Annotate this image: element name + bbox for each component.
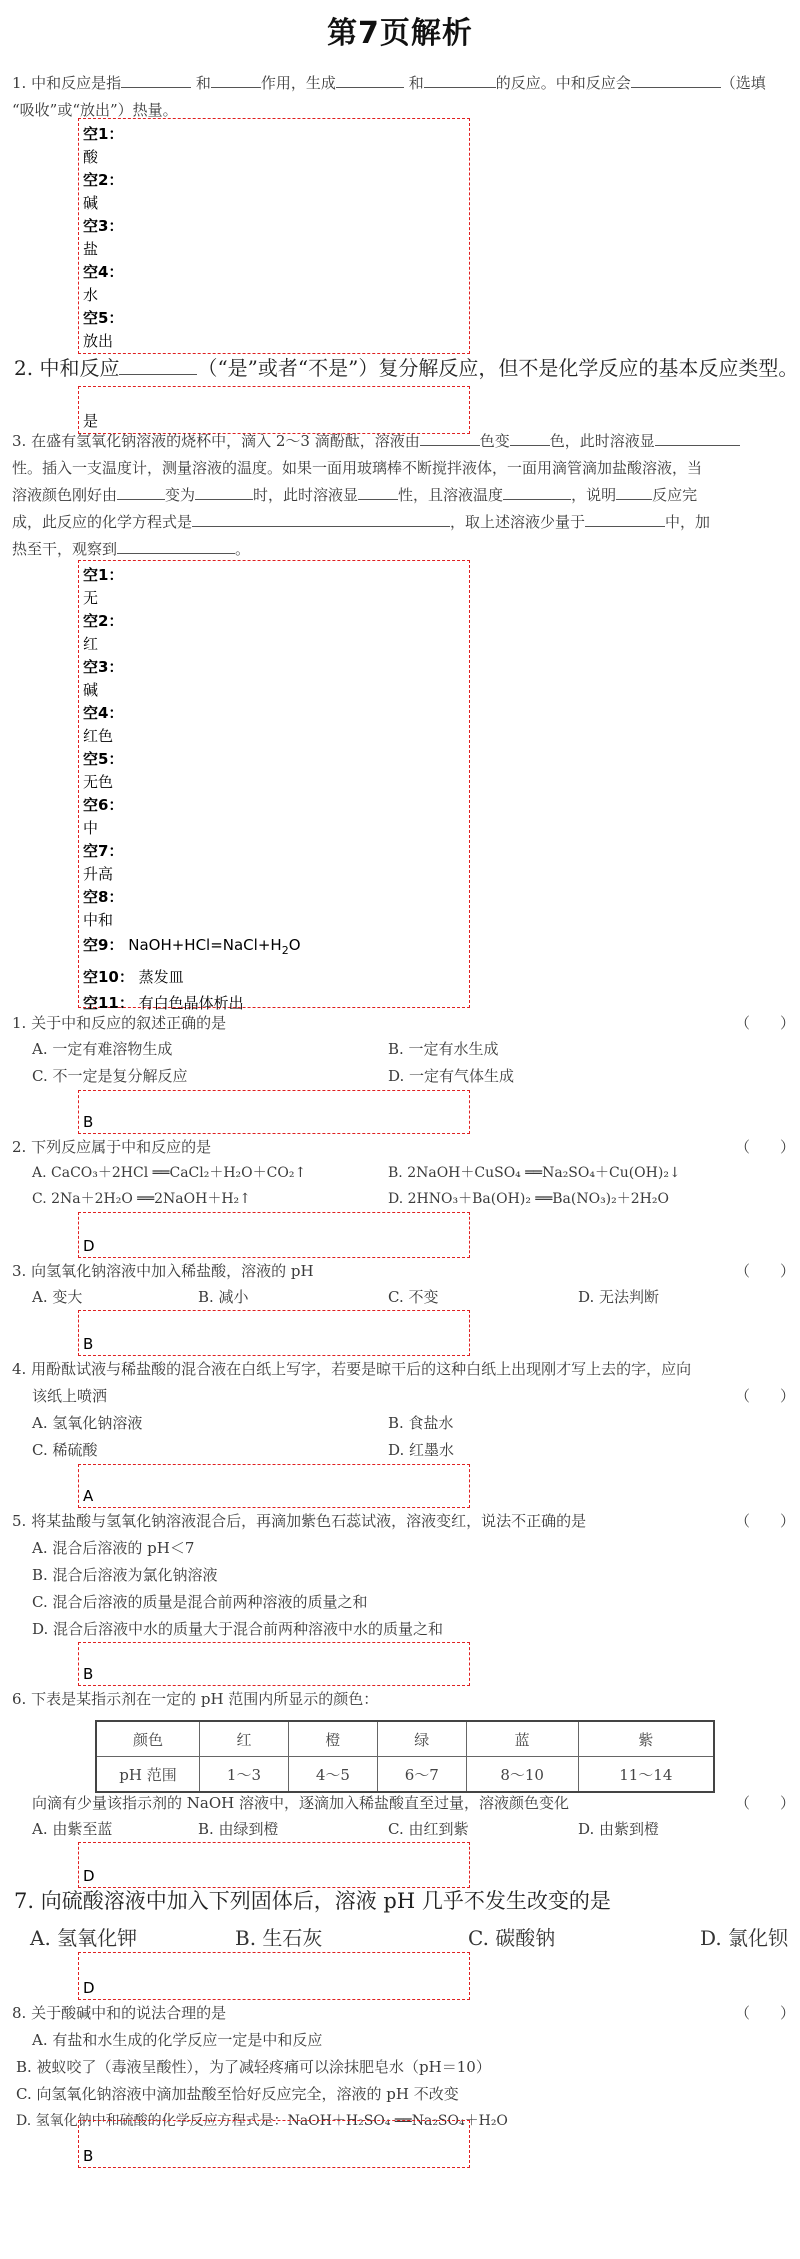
mc8-paren: （ ） (735, 2004, 796, 2022)
answer-box-q3 (78, 560, 470, 1012)
mc1-option-d: D. 一定有气体生成 (388, 1067, 515, 1085)
answer-7: 空7： 升高 (83, 842, 124, 883)
table-cell: 6～7 (377, 1757, 466, 1793)
mc3-option-d: D. 无法判断 (578, 1288, 660, 1306)
page-title: 第7页解析 (327, 16, 473, 51)
mc6-stem-2: 向滴有少量该指示剂的 NaOH 溶液中，逐滴加入稀盐酸直至过量，溶液颜色变化 (32, 1794, 569, 1812)
mc8-option-c: C. 向氢氧化钠溶液中滴加盐酸至恰好反应完全，溶液的 pH 不改变 (16, 2085, 459, 2103)
table-row (96, 1757, 714, 1793)
mc5-option-c: C. 混合后溶液的质量是混合前两种溶液的质量之和 (32, 1593, 368, 1611)
mc2-stem: 2. 下列反应属于中和反应的是 (12, 1138, 212, 1156)
mc1-paren: （ ） (735, 1014, 796, 1032)
table-cell: 8～10 (466, 1757, 578, 1793)
table-cell: 紫 (578, 1721, 714, 1757)
mc3-paren: （ ） (735, 1262, 796, 1280)
mc4-option-b: B. 食盐水 (388, 1414, 454, 1432)
table-cell: 红 (200, 1721, 289, 1757)
mc5-option-d: D. 混合后溶液中水的质量大于混合前两种溶液中水的质量之和 (32, 1620, 444, 1638)
answer-4: 空4： 红色 (83, 704, 124, 745)
mc4-stem: 4. 用酚酞试液与稀盐酸的混合液在白纸上写字，若要是晾干后的这种白纸上出现刚才写上去的字，应向 该纸上喷洒 (12, 1360, 692, 1405)
answer-11: 空11： 有白色晶体析出 (83, 994, 244, 1012)
mc1-option-c: C. 不一定是复分解反应 (32, 1067, 188, 1085)
mc5-option-a: A. 混合后溶液的 pH＜7 (32, 1539, 195, 1557)
mc3-option-b: B. 减小 (198, 1288, 249, 1306)
answer-2: 空2： 碱 (83, 171, 124, 212)
mc7-option-b: B. 生石灰 (235, 1926, 323, 1950)
ph-color-table (95, 1720, 715, 1793)
mc1-stem: 1. 关于中和反应的叙述正确的是 (12, 1014, 227, 1032)
mc1-option-b: B. 一定有水生成 (388, 1040, 499, 1058)
mc5-paren: （ ） (735, 1512, 796, 1530)
answer-box-mc2: D (78, 1212, 470, 1258)
mc6-option-a: A. 由紫至蓝 (32, 1820, 113, 1838)
mc7-stem: 7. 向硫酸溶液中加入下列固体后，溶液 pH 几乎不发生改变的是 (14, 1889, 611, 1913)
mc6-stem: 6. 下表是某指示剂在一定的 pH 范围内所显示的颜色： (12, 1690, 379, 1708)
table-cell: 蓝 (466, 1721, 578, 1757)
mc8-option-a: A. 有盐和水生成的化学反应一定是中和反应 (32, 2031, 323, 2049)
answer-box-mc6: D (78, 1842, 470, 1888)
question-1-stem: 1. 中和反应是指 和 作用，生成 和 的反应。中和反应会 （选填 “吸收”或“放出”）热量。 (12, 74, 766, 119)
answer-8: 空8： 中和 (83, 888, 124, 929)
answer-4: 空4： 水 (83, 263, 124, 304)
mc8-option-b: B. 被蚁咬了（毒液呈酸性），为了减轻疼痛可以涂抹肥皂水（pH＝10） (16, 2058, 491, 2076)
answer-1: 空1： 无 (83, 566, 124, 607)
mc2-option-d: D. 2HNO₃＋Ba(OH)₂ ══Ba(NO₃)₂＋2H₂O (388, 1191, 669, 1207)
answer-box-q1 (78, 118, 470, 354)
mc6-paren: （ ） (735, 1794, 796, 1812)
mc7-option-d: D. 氯化钡 (700, 1926, 789, 1950)
question-2-stem: 2. 中和反应 （“是”或者“不是”）复分解反应，但不是化学反应的基本反应类型。 (14, 356, 799, 380)
mc6-option-c: C. 由红到紫 (388, 1820, 469, 1838)
mc2-option-b: B. 2NaOH＋CuSO₄ ══Na₂SO₄＋Cu(OH)₂↓ (388, 1165, 681, 1181)
mc2-option-c: C. 2Na＋2H₂O ══2NaOH＋H₂↑ (32, 1191, 251, 1207)
table-cell: pH 范围 (96, 1757, 200, 1793)
table-cell: 11～14 (578, 1757, 714, 1793)
table-cell: 1～3 (200, 1757, 289, 1793)
mc6-option-d: D. 由紫到橙 (578, 1820, 660, 1838)
mc5-stem: 5. 将某盐酸与氢氧化钠溶液混合后，再滴加紫色石蕊试液，溶液变红，说法不正确的是 (12, 1512, 587, 1530)
mc7-option-c: C. 碳酸钠 (468, 1926, 556, 1950)
answer-box-q2: 是 (78, 386, 470, 434)
table-cell: 绿 (377, 1721, 466, 1757)
mc4-option-a: A. 氢氧化钠溶液 (32, 1414, 143, 1432)
answer-box-mc3: B (78, 1310, 470, 1356)
table-cell: 橙 (288, 1721, 377, 1757)
mc7-option-a: A. 氢氧化钾 (30, 1926, 138, 1950)
answer-3: 空3： 盐 (83, 217, 124, 258)
answer-10: 空10： 蒸发皿 (83, 968, 184, 986)
table-cell: 4～5 (288, 1757, 377, 1793)
question-3-stem: 3. 在盛有氢氧化钠溶液的烧杯中，滴入 2～3 滴酚酞，溶液由 色变 色，此时溶液显 性。插入一支温度计，测量溶液的温度。如果一面用玻璃棒不断搅拌液体，一面用滴管滴加盐酸溶液，当 溶液颜色刚好由 变为 时，此时溶液显 性，且溶液温度 ，说明 反应完 成，此反应的化学方程式是 ，取上述溶液少量于 中，加 热至干，观察到 。 (12, 428, 798, 563)
answer-box-mc8: B (78, 2120, 470, 2168)
mc1-option-a: A. 一定有难溶物生成 (32, 1040, 173, 1058)
mc3-option-a: A. 变大 (32, 1288, 83, 1306)
answer-box-mc1: B (78, 1090, 470, 1134)
mc8-stem: 8. 关于酸碱中和的说法合理的是 (12, 2004, 227, 2022)
mc4-option-c: C. 稀硫酸 (32, 1441, 98, 1459)
table-row (96, 1721, 714, 1757)
mc5-option-b: B. 混合后溶液为氯化钠溶液 (32, 1566, 218, 1584)
mc6-option-b: B. 由绿到橙 (198, 1820, 279, 1838)
mc3-option-c: C. 不变 (388, 1288, 439, 1306)
mc2-paren: （ ） (735, 1138, 796, 1156)
answer-2: 空2： 红 (83, 612, 124, 653)
mc4-paren: （ ） (735, 1387, 796, 1405)
answer-9: 空9： $NaOH+HCl=NaCl+H_2O$ (83, 936, 301, 957)
mc2-option-a: A. CaCO₃＋2HCl ══CaCl₂＋H₂O＋CO₂↑ (32, 1165, 307, 1181)
answer-box-mc7: D (78, 1952, 470, 2000)
table-cell: 颜色 (96, 1721, 200, 1757)
answer-5: 空5： 无色 (83, 750, 124, 791)
mc8-option-d: D. 氢氧化钠中和硫酸的化学反应方程式是：NaOH＋H₂SO₄ ══Na₂SO₄＋H₂O (16, 2113, 508, 2129)
mc3-stem: 3. 向氢氧化钠溶液中加入稀盐酸，溶液的 pH (12, 1262, 314, 1280)
answer-box-mc5: B (78, 1642, 470, 1686)
answer-1: 空1： 酸 (83, 125, 124, 166)
answer-box-mc4: A (78, 1464, 470, 1508)
mc4-option-d: D. 红墨水 (388, 1441, 455, 1459)
answer-3: 空3： 碱 (83, 658, 124, 699)
answer-6: 空6： 中 (83, 796, 124, 837)
answer-5: 空5： 放出 (83, 309, 124, 350)
